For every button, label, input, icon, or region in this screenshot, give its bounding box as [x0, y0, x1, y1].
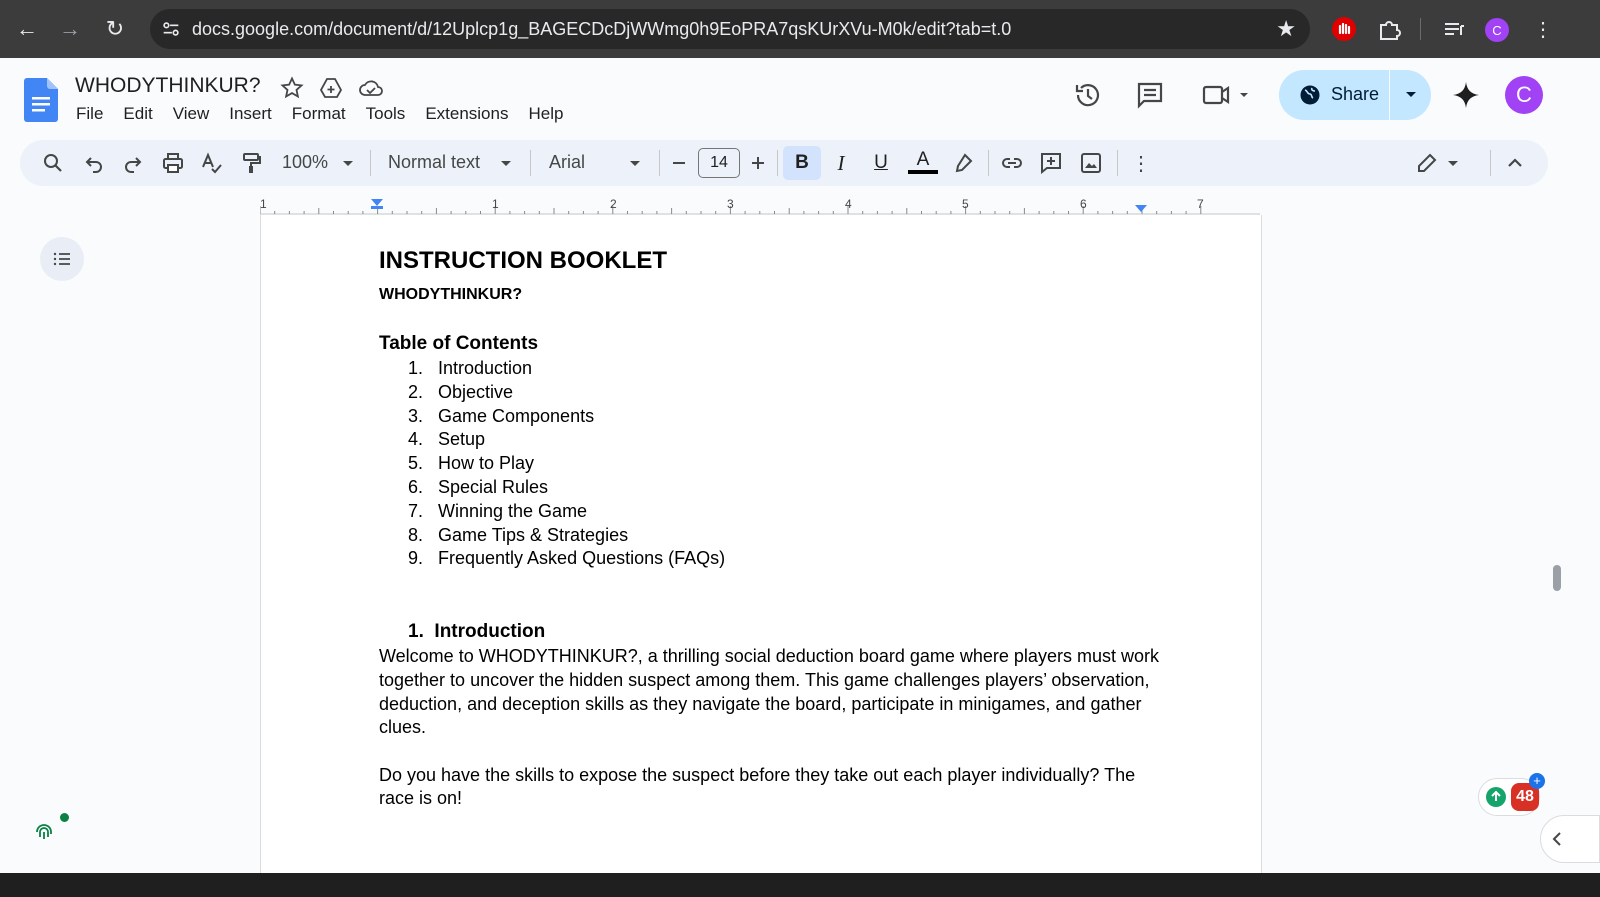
section-title: Introduction [434, 621, 546, 643]
more-options-icon[interactable]: ⋮ [1131, 152, 1151, 175]
share-divider [1389, 70, 1390, 120]
section-number: 1. [408, 621, 424, 643]
cloud-saved-icon[interactable] [358, 76, 384, 100]
document-outline-button[interactable] [40, 237, 84, 281]
toolbar-separator [370, 150, 371, 176]
toolbar-separator [1420, 18, 1421, 40]
back-arrow-icon[interactable]: ← [16, 16, 38, 41]
reload-icon[interactable]: ↻ [105, 16, 125, 41]
address-bar[interactable] [150, 9, 1310, 49]
table-of-contents-heading: Table of Contents [379, 333, 539, 354]
ruler-label: 6 [1080, 197, 1087, 211]
left-indent-marker[interactable] [371, 199, 383, 206]
globe-icon [1299, 84, 1321, 106]
heading-instruction-booklet: INSTRUCTION BOOKLET [379, 247, 667, 274]
toolbar-separator [659, 150, 660, 176]
addon-upload-icon [1485, 786, 1507, 808]
font-dropdown-icon[interactable] [628, 156, 642, 170]
version-history-icon[interactable] [1073, 80, 1103, 110]
document-title[interactable]: WHODYTHINKUR? [75, 74, 261, 97]
menu-insert[interactable]: Insert [229, 104, 272, 123]
hide-menus-chevron-up-icon[interactable] [1502, 150, 1528, 176]
horizontal-ruler[interactable] [260, 194, 1260, 216]
paragraph-style-select[interactable]: Normal text [388, 152, 481, 172]
introduction-heading [379, 619, 1159, 645]
print-icon[interactable] [160, 150, 186, 176]
fingerprint-icon[interactable] [33, 820, 55, 842]
decrease-font-size-icon[interactable] [666, 150, 692, 176]
document-body[interactable] [379, 245, 1159, 811]
right-indent-marker[interactable] [1135, 205, 1147, 212]
outline-list-icon [52, 249, 72, 269]
menu-extensions[interactable]: Extensions [425, 104, 509, 123]
menu-file[interactable]: File [76, 104, 104, 123]
taskbar-strip [0, 873, 1600, 897]
redo-icon[interactable] [120, 150, 146, 176]
account-avatar[interactable]: C [1505, 76, 1543, 114]
bold-button[interactable]: B [783, 146, 821, 180]
share-label: Share [1331, 84, 1380, 104]
google-docs-logo-icon[interactable] [24, 78, 58, 122]
menu-edit[interactable]: Edit [123, 104, 153, 123]
addon-plus-icon: + [1529, 773, 1545, 789]
site-settings-icon[interactable] [160, 18, 182, 40]
spelling-grammar-icon[interactable] [199, 150, 225, 176]
ruler-label: 2 [610, 197, 617, 211]
editing-mode-dropdown-icon[interactable] [1446, 156, 1460, 170]
zoom-dropdown-icon[interactable] [341, 156, 355, 170]
bookmark-star-icon[interactable]: ★ [1276, 16, 1296, 41]
list-item: 5. How to Play [408, 453, 535, 474]
document-workspace [0, 215, 1600, 870]
introduction-paragraph-2: Do you have the skills to expose the suspect before they take out each player individually? The race is on! [379, 764, 1136, 809]
highlight-color-icon[interactable] [950, 150, 976, 176]
increase-font-size-icon[interactable] [745, 150, 771, 176]
docs-header [0, 58, 1600, 140]
status-dot [60, 813, 69, 822]
list-item: 9. Frequently Asked Questions (FAQs) [408, 548, 726, 569]
menu-help[interactable]: Help [528, 104, 564, 123]
menu-view[interactable]: View [172, 104, 210, 123]
first-line-indent-marker[interactable] [371, 206, 383, 209]
introduction-paragraph: Welcome to WHODYTHINKUR?, a thrilling social deduction board game where players must work together to uncover the hidden suspect among them. This game challenges players’ observation, deduction, and deception skills as they navigate the board, participate in minigames, and gather clues. [379, 646, 1159, 738]
chevron-left-icon [1549, 830, 1565, 848]
underline-button[interactable]: U [874, 152, 888, 173]
font-size-input[interactable]: 14 [698, 148, 740, 178]
gemini-sparkle-icon[interactable] [1451, 80, 1481, 110]
vertical-scrollbar-thumb[interactable] [1553, 565, 1561, 591]
document-page[interactable] [260, 215, 1262, 885]
italic-button[interactable]: I [837, 150, 845, 175]
add-comment-icon[interactable] [1038, 150, 1064, 176]
toolbar-separator [988, 150, 989, 176]
comments-icon[interactable] [1135, 80, 1165, 110]
toolbar-separator [1117, 150, 1118, 176]
insert-image-icon[interactable] [1078, 150, 1104, 176]
zoom-select[interactable]: 100% [282, 152, 329, 172]
media-control-icon[interactable] [1440, 15, 1468, 43]
editing-mode-pencil-icon[interactable] [1414, 150, 1440, 176]
table-of-contents-list [379, 357, 1159, 571]
share-button[interactable] [1279, 70, 1431, 120]
list-item: 6. Special Rules [408, 476, 549, 497]
star-icon[interactable] [280, 76, 304, 100]
paint-format-icon[interactable] [238, 150, 264, 176]
share-dropdown-icon[interactable] [1403, 86, 1419, 102]
addon-badge: 48 [1511, 783, 1539, 811]
style-dropdown-icon[interactable] [499, 156, 513, 170]
ruler-label: 5 [962, 197, 969, 211]
ruler-label: 7 [1197, 197, 1204, 211]
insert-link-icon[interactable] [999, 150, 1025, 176]
toolbar-separator [530, 150, 531, 176]
toolbar-separator [777, 150, 778, 176]
formatting-toolbar [20, 140, 1548, 186]
forward-arrow-icon[interactable]: → [59, 16, 81, 41]
side-panel-toggle[interactable] [1540, 815, 1600, 863]
move-to-drive-icon[interactable] [319, 76, 343, 100]
search-menus-icon[interactable] [40, 150, 66, 176]
meet-video-icon[interactable] [1200, 80, 1254, 110]
toolbar-separator [1490, 150, 1491, 176]
browser-profile-avatar[interactable]: C [1485, 18, 1509, 42]
font-select[interactable]: Arial [549, 152, 586, 172]
extension-hand-icon[interactable] [1330, 15, 1358, 43]
extensions-puzzle-icon[interactable] [1375, 15, 1403, 43]
browser-menu-icon[interactable]: ⋮ [1533, 18, 1553, 41]
subtitle: WHODYTHINKUR? [379, 286, 523, 303]
list-item: 4. Setup [408, 429, 486, 450]
list-item: 3. Game Components [408, 405, 595, 426]
list-item: 8. Game Tips & Strategies [408, 524, 629, 545]
ruler-label: 1 [492, 197, 499, 211]
list-item: 2. Objective [408, 381, 514, 402]
undo-icon[interactable] [81, 150, 107, 176]
menu-tools[interactable]: Tools [365, 104, 406, 123]
url-text[interactable]: docs.google.com/document/d/12Uplcp1g_BAGECDcDjWWmg0h9EoPRA7qsKUrXVu-M0k/edit?tab=t.0 [192, 19, 1012, 39]
ruler-label: 1 [260, 197, 267, 211]
browser-toolbar [0, 0, 1600, 58]
ruler-label: 4 [845, 197, 852, 211]
list-item: 1. Introduction [408, 358, 533, 378]
addon-widget[interactable] [1478, 773, 1541, 816]
ruler-label: 3 [727, 197, 734, 211]
menu-bar [66, 104, 573, 124]
text-color-button[interactable]: A [908, 150, 938, 174]
list-item: 7. Winning the Game [408, 500, 588, 521]
menu-format[interactable]: Format [291, 104, 346, 123]
